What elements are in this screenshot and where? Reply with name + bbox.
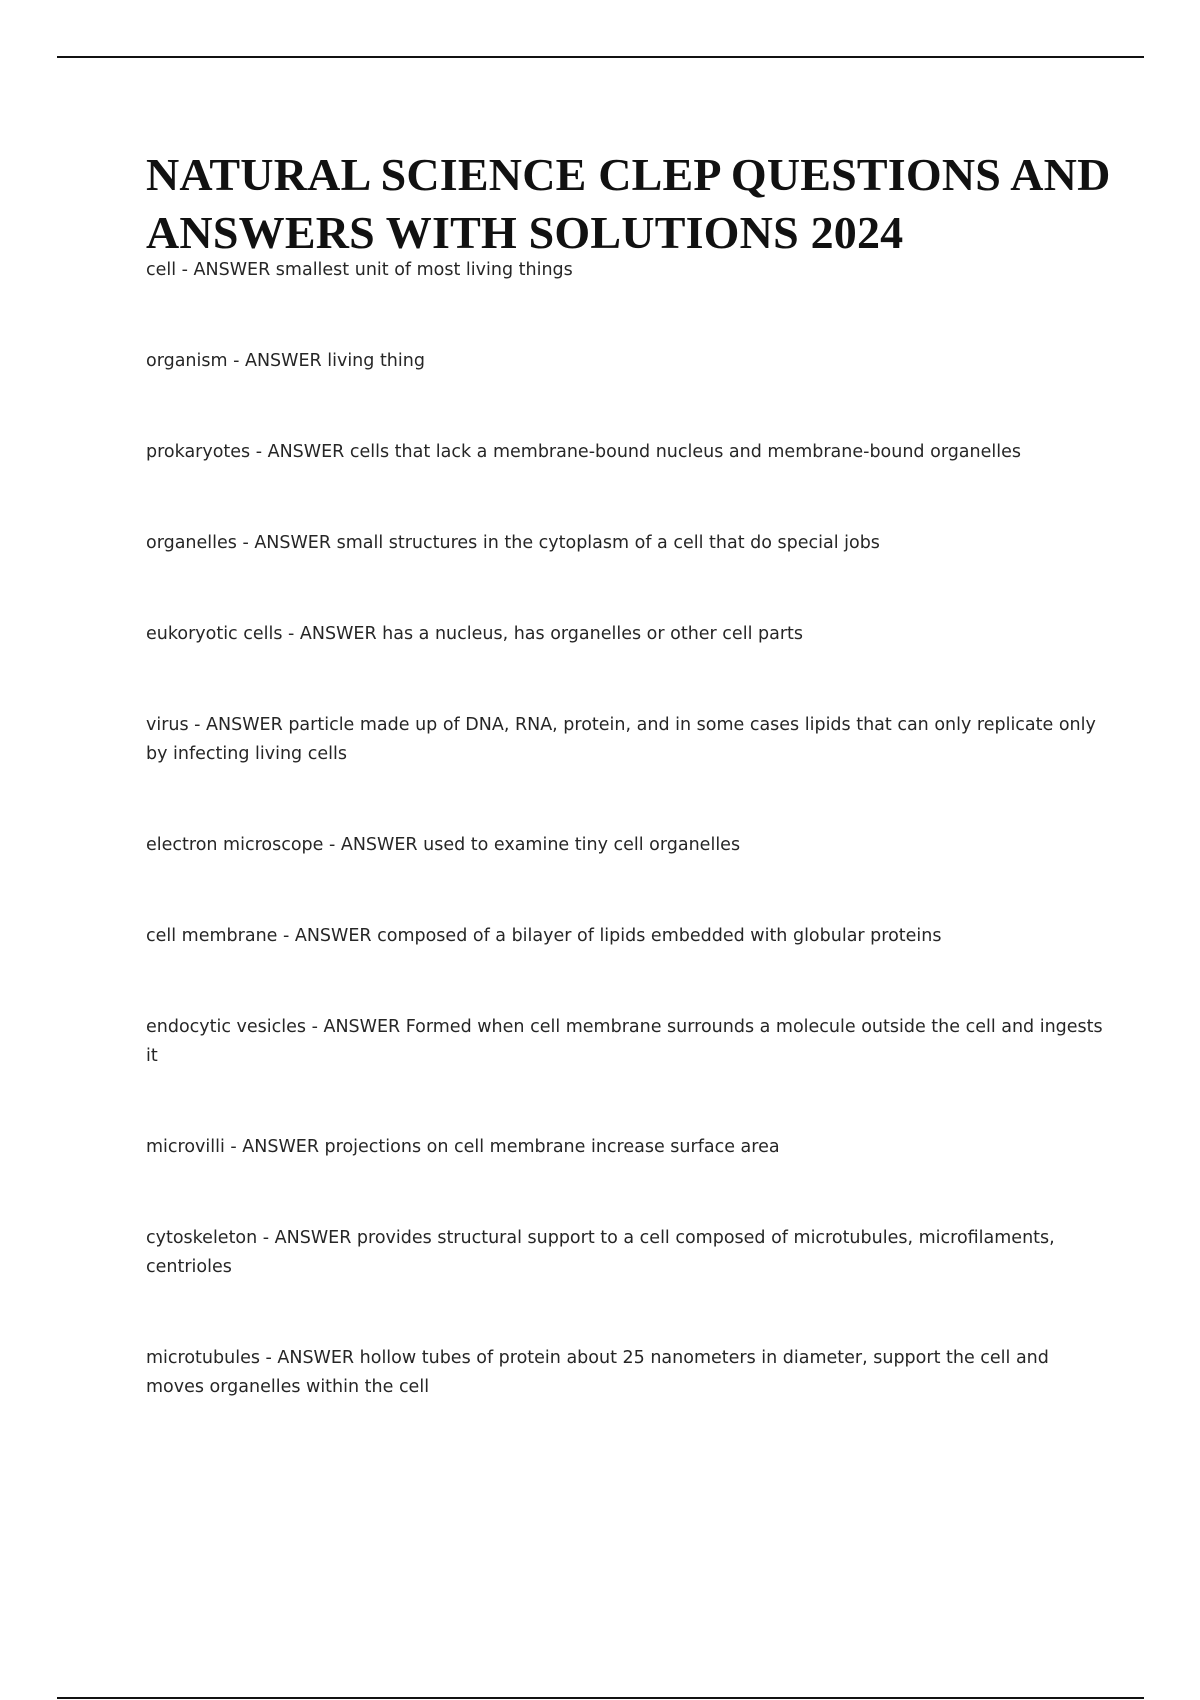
qa-entry: organism - ANSWER living thing (146, 351, 425, 371)
qa-entry: cell membrane - ANSWER composed of a bilayer of lipids embedded with globular proteins (146, 926, 942, 946)
qa-entry: cytoskeleton - ANSWER provides structural support to a cell composed of microtubules, microfilaments, centrioles (146, 1228, 1055, 1277)
qa-list (146, 256, 1106, 1464)
top-rule (57, 56, 1144, 58)
qa-entry: prokaryotes - ANSWER cells that lack a membrane-bound nucleus and membrane-bound organelles (146, 442, 1021, 462)
qa-entry: virus - ANSWER particle made up of DNA, RNA, protein, and in some cases lipids that can only replicate only by infecting living cells (146, 715, 1096, 764)
qa-entry: microtubules - ANSWER hollow tubes of protein about 25 nanometers in diameter, support the cell and moves organelles within the cell (146, 1348, 1049, 1397)
qa-entry: microvilli - ANSWER projections on cell membrane increase surface area (146, 1137, 780, 1157)
document-title: NATURAL SCIENCE CLEP QUESTIONS AND ANSWERS WITH SOLUTIONS 2024 (146, 149, 1111, 258)
bottom-rule (57, 1697, 1144, 1699)
qa-entry: eukoryotic cells - ANSWER has a nucleus, has organelles or other cell parts (146, 624, 803, 644)
qa-entry: cell - ANSWER smallest unit of most living things (146, 260, 573, 280)
qa-entry: organelles - ANSWER small structures in the cytoplasm of a cell that do special jobs (146, 533, 880, 553)
qa-entry: electron microscope - ANSWER used to examine tiny cell organelles (146, 835, 741, 855)
qa-entry: endocytic vesicles - ANSWER Formed when cell membrane surrounds a molecule outside the cell and ingests it (146, 1017, 1103, 1066)
